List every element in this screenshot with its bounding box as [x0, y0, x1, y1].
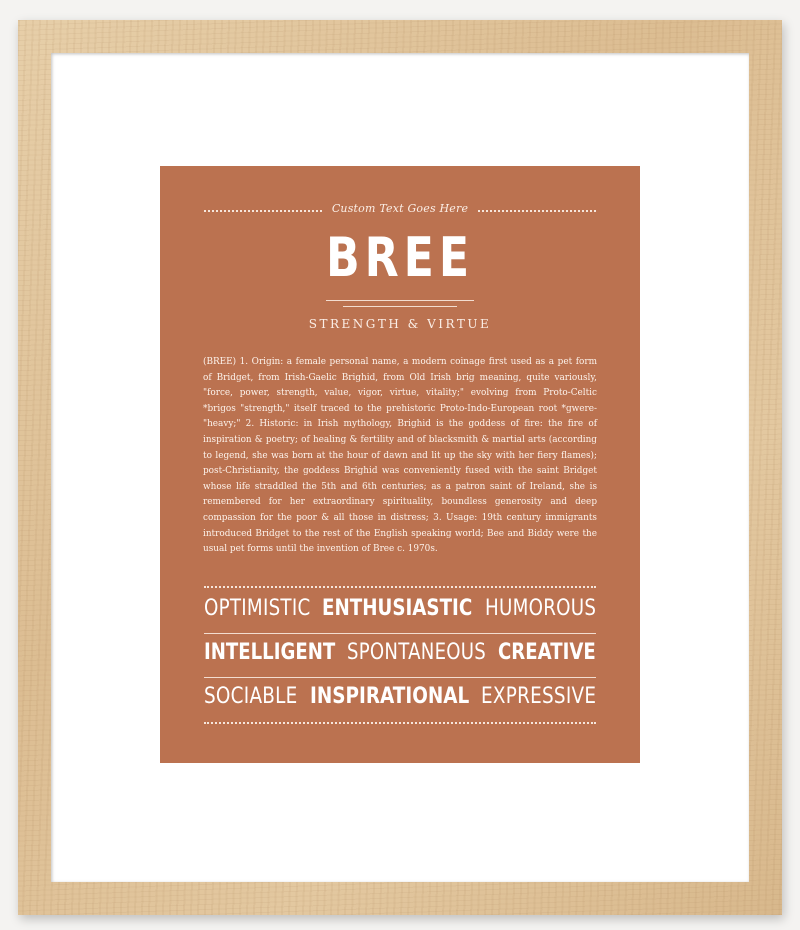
traits-top-dotted-rule: [204, 586, 596, 588]
subtitle: STRENGTH & VIRTUE: [308, 317, 492, 331]
traits-bottom-dotted-rule: [204, 722, 596, 724]
traits-divider-2: [204, 677, 596, 678]
name-definition: (BREE) 1. Origin: a female personal name, a modern coinage first used as a pet form of Bridget, from Irish-Gaelic Brighid, from Old Irish brig meaning, quite variously, "force, power, strength, value, vigor, virtue, vitality;" evolving from Proto-Celtic *brigos "strength," itself traced to the prehistoric Proto-Indo-European root *gwere- "heavy;" 2. Historic: in Irish mythology, Brighid is the goddess of fire: the fire of inspiration & poetry; of healing & fertility and of blacksmith & martial arts (according to legend, she was born at the hour of dawn and lit up the sky with her fiery flames); post-Christianity, the goddess Brighid was conveniently fused with the saint Bridget whose life straddled the 5th and 6th centuries; as a patron saint of Ireland, she is remembered for her extraordinary spirituality, boundless generosity and deep compassion for the poor & all those in distress; 3. Usage: 19th century immigrants introduced Bridget to the rest of the English speaking world; Bee and Biddy were the usual pet forms until the invention of Bree c. 1970s.: [203, 357, 597, 555]
trait-word: ENTHUSIASTIC: [322, 596, 473, 621]
trait-word: SPONTANEOUS: [347, 640, 487, 665]
traits-row-1: [204, 596, 596, 628]
trait-word: HUMOROUS: [484, 596, 596, 621]
name-underline-1: [326, 300, 474, 301]
trait-word: INTELLIGENT: [204, 640, 336, 665]
trait-word: OPTIMISTIC: [204, 596, 311, 621]
picture-frame: [18, 20, 782, 915]
traits-divider-1: [204, 633, 596, 634]
name-underline-2: [343, 306, 457, 307]
name-print-panel: [160, 166, 640, 763]
traits-row-2: [204, 640, 596, 672]
trait-word: SOCIABLE: [204, 684, 298, 709]
trait-word: EXPRESSIVE: [480, 684, 596, 709]
trait-word: CREATIVE: [498, 640, 596, 665]
name-title: BREE: [325, 226, 475, 289]
mat-board: [51, 53, 749, 882]
trait-word: INSPIRATIONAL: [309, 684, 469, 709]
custom-text: Custom Text Goes Here: [331, 202, 469, 215]
traits-row-3: [204, 684, 596, 716]
